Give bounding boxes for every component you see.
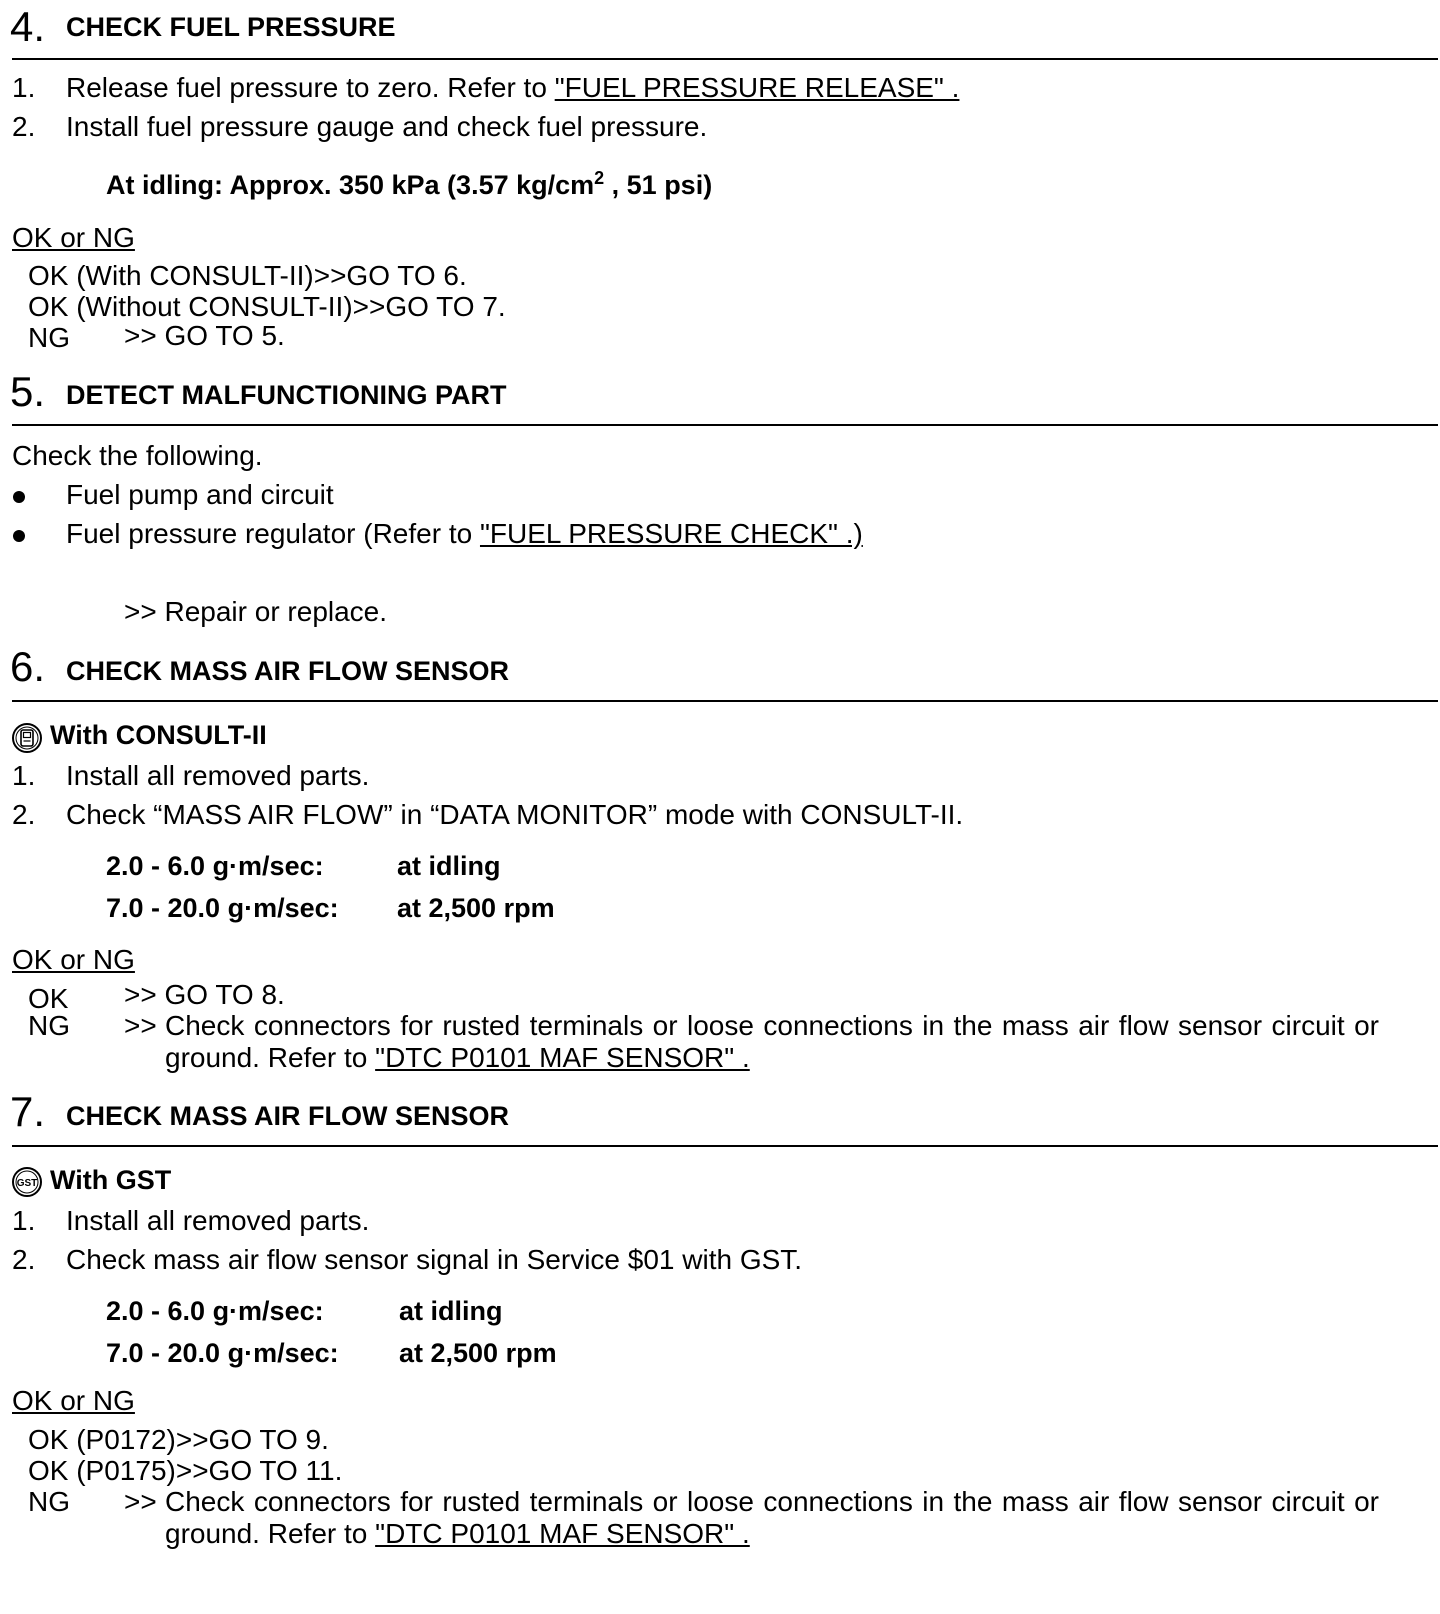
gst-icon-text: GST — [16, 1178, 38, 1189]
spec-text: At idling: Approx. 350 kPa (3.57 kg/cm — [106, 170, 595, 200]
spec-value: 2.0 - 6.0 g·m/sec: — [106, 1296, 324, 1326]
result-ng-arrow: >> — [124, 1486, 157, 1517]
list-number: 2. — [12, 111, 36, 142]
result-ng-arrow: >> — [124, 1010, 157, 1041]
gst-icon — [11, 1166, 43, 1198]
step-6-title: CHECK MASS AIR FLOW SENSOR — [66, 656, 510, 686]
step-7-number: 7. — [10, 1088, 46, 1135]
spec-condition: at idling — [397, 851, 501, 881]
section-divider — [12, 700, 1438, 702]
list-number: 1. — [12, 1205, 36, 1236]
ng-instruction-text: Check connectors for rusted terminals or loose connections in the mass air flow sensor circuit or ground. Refer to — [165, 1010, 1379, 1073]
step-4-instruction-2: Install fuel pressure gauge and check fuel pressure. — [66, 111, 708, 142]
spec-value: 7.0 - 20.0 g·m/sec: — [106, 1338, 339, 1368]
bullet-dot — [13, 491, 25, 503]
step-7-instruction-2: Check mass air flow sensor signal in Service $01 with GST. — [66, 1244, 803, 1275]
list-number: 2. — [12, 799, 36, 830]
section-divider — [12, 424, 1438, 426]
instruction-text: Release fuel pressure to zero. Refer to — [66, 72, 555, 103]
result-ng-label: NG — [28, 1010, 70, 1041]
bullet-item: Fuel pump and circuit — [66, 479, 334, 510]
result-ng-label: NG — [28, 322, 70, 353]
step-4-number: 4. — [10, 3, 46, 50]
ok-or-ng-label: OK or NG — [12, 222, 135, 253]
result-ng-text — [165, 1010, 1379, 1074]
bullet-text: Fuel pressure regulator (Refer to — [66, 518, 480, 549]
consult-ii-icon — [11, 722, 43, 754]
section-divider — [12, 1145, 1438, 1147]
step-5-title: DETECT MALFUNCTIONING PART — [66, 380, 507, 410]
list-number: 1. — [12, 72, 36, 103]
list-number: 1. — [12, 760, 36, 791]
spec-condition: at 2,500 rpm — [399, 1338, 557, 1368]
step-7-title: CHECK MASS AIR FLOW SENSOR — [66, 1101, 510, 1131]
spec-value: 7.0 - 20.0 g·m/sec: — [106, 893, 339, 923]
fuel-pressure-check-link[interactable]: "FUEL PRESSURE CHECK" .) — [479, 518, 863, 549]
spec-condition: at 2,500 rpm — [397, 893, 555, 923]
fuel-pressure-release-link[interactable]: "FUEL PRESSURE RELEASE" . — [554, 72, 960, 103]
step-5-intro: Check the following. — [12, 440, 263, 471]
step-7-instruction-1: Install all removed parts. — [66, 1205, 370, 1236]
bullet-dot — [13, 530, 25, 542]
result-line: OK (Without CONSULT-II)>>GO TO 7. — [28, 291, 506, 322]
result-ng-text: >> GO TO 5. — [124, 320, 285, 351]
step-4-instruction-1 — [66, 72, 959, 104]
with-gst-heading: With GST — [50, 1165, 172, 1195]
spec-value: 2.0 - 6.0 g·m/sec: — [106, 851, 324, 881]
result-line: OK (With CONSULT-II)>>GO TO 6. — [28, 260, 467, 291]
step-5-number: 5. — [10, 368, 46, 415]
step-6-instruction-2: Check “MASS AIR FLOW” in “DATA MONITOR” mode with CONSULT-II. — [66, 799, 964, 830]
result-line: OK (P0175)>>GO TO 11. — [28, 1455, 343, 1486]
dtc-p0101-maf-sensor-link[interactable]: "DTC P0101 MAF SENSOR" . — [375, 1042, 750, 1073]
dtc-p0101-maf-sensor-link[interactable]: "DTC P0101 MAF SENSOR" . — [375, 1518, 750, 1549]
section-divider — [12, 58, 1438, 60]
spec-condition: at idling — [399, 1296, 503, 1326]
bullet-item — [66, 518, 863, 550]
fuel-pressure-spec — [106, 170, 712, 201]
ng-instruction-text: Check connectors for rusted terminals or loose connections in the mass air flow sensor circuit or ground. Refer to — [165, 1486, 1379, 1549]
ok-or-ng-label: OK or NG — [12, 1385, 135, 1416]
result-ok-label: OK — [28, 983, 69, 1014]
list-number: 2. — [12, 1244, 36, 1275]
step-4-title: CHECK FUEL PRESSURE — [66, 12, 396, 42]
result-line: OK (P0172)>>GO TO 9. — [28, 1424, 329, 1455]
result-ng-text — [165, 1486, 1379, 1550]
step-6-number: 6. — [10, 643, 46, 690]
with-consult-ii-heading: With CONSULT-II — [50, 720, 267, 750]
step-5-action: >> Repair or replace. — [124, 596, 388, 627]
step-6-instruction-1: Install all removed parts. — [66, 760, 370, 791]
ok-or-ng-label: OK or NG — [12, 944, 135, 975]
spec-superscript: 2 — [594, 168, 605, 188]
spec-text: , 51 psi) — [604, 170, 713, 200]
result-ok-text: >> GO TO 8. — [124, 979, 285, 1010]
result-ng-label: NG — [28, 1486, 70, 1517]
